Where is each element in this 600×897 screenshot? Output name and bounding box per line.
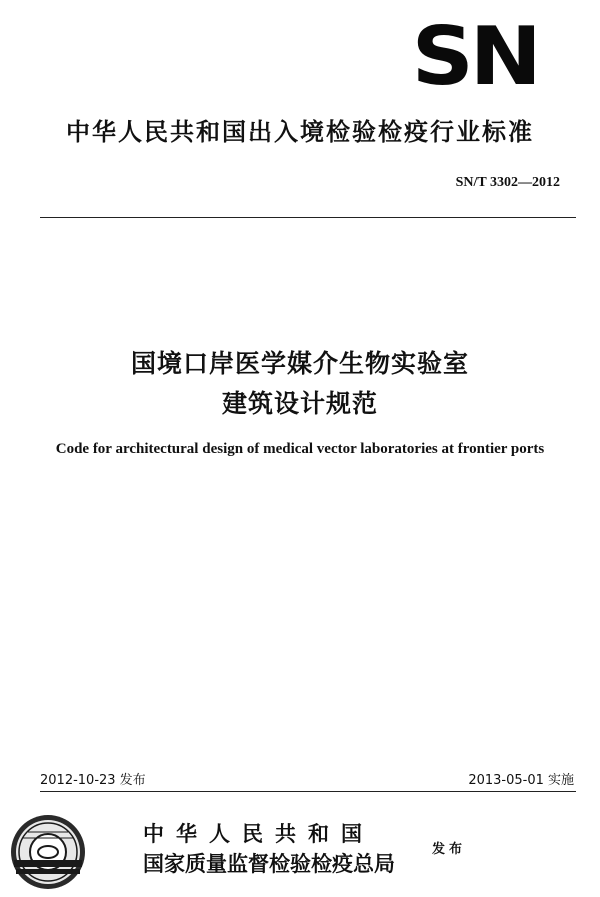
title-chinese-line-1: 国境口岸医学媒介生物实验室 — [130, 349, 469, 378]
publish-label: 发布 — [432, 842, 467, 857]
bottom-divider — [40, 791, 576, 792]
title-chinese-line-2: 建筑设计规范 — [221, 389, 378, 418]
sn-logo: SN — [412, 10, 538, 103]
issue-date: 2012-10-23 发布 — [40, 773, 146, 788]
standard-number: SN/T 3302—2012 — [455, 175, 560, 190]
issuer-heading: 中华人民共和国出入境检验检疫行业标准 — [66, 118, 534, 146]
title-english: Code for architectural design of medical vector laboratories at frontier ports — [55, 441, 545, 457]
top-divider — [40, 217, 576, 218]
issuer-country: 中华人民共和国 — [143, 822, 374, 846]
implementation-date: 2013-05-01 实施 — [468, 773, 574, 788]
seal-stamp-icon — [8, 812, 88, 892]
issuer-agency: 国家质量监督检验检疫总局 — [143, 852, 395, 876]
